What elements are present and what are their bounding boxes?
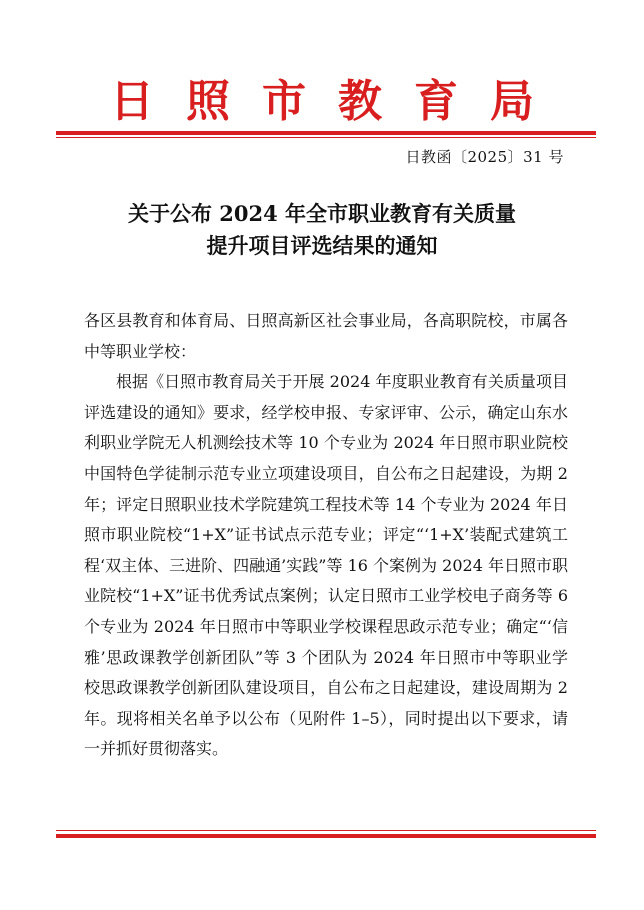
document-number: 日教函〔2025〕31 号 bbox=[405, 148, 564, 166]
salutation: 各区县教育和体育局、日照高新区社会事业局，各高职院校，市属各中等职业学校： bbox=[84, 311, 568, 361]
body-paragraph: 根据《日照市教育局关于开展 2024 年度职业教育有关质量项目评选建设的通知》要求，经学校申报、专家评审、公示，确定山东水利职业学院无人机测绘技术等 10 个专业为 2024 年日照市职业院校中国特色学徒制示范专业立项建设项目，自公布之日起建设，为期 2 年；评定日照职业技术学院建筑工程技术等 14 个专业为 2024 年日照市职业院校“1+X”证书试点示范专业；评定“‘1+X’装配式建筑工程‘双主体、三进阶、四融通’实践”等 16 个案例为 2024 年日照市职业院校“1+X”证书优秀试点案例；认定日照市工业学校电子商务等 6 个专业为 2024 年日照市中等职业学校课程思政示范专业；确定“‘信雅’思政课教学创新团队”等 3 个团队为 2024 年日照市中等职业学校思政课教学创新团队建设项目，自公布之日起建设，建设周期为 2 年。现将相关名单予以公布（见附件 1–5），同时提出以下要求，请一并抓好贯彻落实。 bbox=[84, 372, 568, 759]
document-body bbox=[84, 306, 568, 765]
footer-red-rule-thin bbox=[56, 830, 596, 831]
title-line-1: 关于公布 2024 年全市职业教育有关质量 bbox=[127, 201, 517, 226]
header-red-rule-thin bbox=[56, 137, 596, 138]
issuing-authority-header: 日照市教育局 bbox=[110, 76, 566, 127]
title-line-2: 提升项目评选结果的通知 bbox=[206, 233, 438, 258]
footer-red-rule-thick bbox=[56, 834, 596, 838]
header-red-rule-thick bbox=[56, 131, 596, 135]
document-title bbox=[0, 198, 644, 262]
